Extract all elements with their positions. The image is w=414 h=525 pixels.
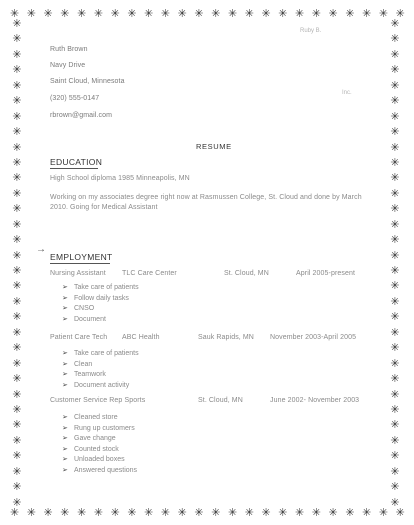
list-item: ➢ Take care of patients [62,349,139,360]
list-item: ➢ Cleaned store [62,413,137,424]
star-ornament-icon: ✳ [345,505,355,519]
star-ornament-icon: ✳ [395,505,405,519]
job-location: Sauk Rapids, MN [198,334,254,341]
bullet-arrow-icon: ➢ [62,305,68,312]
star-ornament-icon: ✳ [362,505,372,519]
star-ornament-icon: ✳ [261,6,271,20]
star-ornament-icon: ✳ [211,505,221,519]
star-ornament-icon: ✳ [328,505,338,519]
star-ornament-icon: ✳ [390,464,400,478]
star-ornament-icon: ✳ [390,140,400,154]
education-underline [50,168,98,169]
star-ornament-icon: ✳ [227,6,238,20]
star-ornament-icon: ✳ [390,341,400,355]
star-ornament-icon: ✳ [311,505,321,519]
star-ornament-icon: ✳ [390,78,400,92]
job-employer: ABC Health [122,334,160,341]
star-ornament-icon: ✳ [295,6,305,20]
star-ornament-icon: ✳ [26,505,36,519]
star-ornament-icon: ✳ [12,186,22,200]
list-item: ➢ Unloaded boxes [62,455,137,466]
contact-city: Saint Cloud, Minnesota [50,78,125,85]
star-ornament-icon: ✳ [390,94,400,108]
star-ornament-icon: ✳ [12,78,22,92]
star-ornament-icon: ✳ [261,505,271,519]
star-ornament-icon: ✳ [390,264,400,277]
star-ornament-icon: ✳ [227,505,238,519]
star-ornament-icon: ✳ [43,505,53,519]
star-ornament-icon: ✳ [12,294,22,308]
bullet-arrow-icon: ➢ [62,294,68,302]
star-ornament-icon: ✳ [127,6,137,20]
border-bottom-row [10,505,405,519]
contact-phone: (320) 555-0147 [50,95,100,102]
star-ornament-icon: ✳ [390,418,400,432]
star-ornament-icon: ✳ [12,279,22,293]
star-ornament-icon: ✳ [278,6,288,20]
arrow-right-icon: → [36,244,46,255]
bullet-arrow-icon: ➢ [62,466,68,474]
job-dates: November 2003-April 2005 [270,334,357,341]
star-ornament-icon: ✳ [12,356,22,370]
job-title: Customer Service Rep Sports [50,397,146,404]
bullet-arrow-icon: ➢ [62,414,68,421]
star-ornament-icon: ✳ [12,341,22,355]
star-ornament-icon: ✳ [12,140,22,154]
education-heading: EDUCATION [50,157,103,167]
list-item: ➢ Teamwork [62,370,139,381]
star-ornament-icon: ✳ [12,495,22,509]
star-ornament-icon: ✳ [378,505,389,519]
employment-underline [50,263,110,264]
bullet-arrow-icon: ➢ [62,445,68,453]
star-ornament-icon: ✳ [10,6,20,20]
star-ornament-icon: ✳ [390,202,400,216]
border-left-column [10,18,24,508]
star-ornament-icon: ✳ [278,505,288,519]
resume-title: RESUME [196,142,232,151]
job-duties-list [62,283,139,325]
bullet-arrow-icon: ➢ [62,350,68,357]
border-right-column [388,18,402,508]
star-ornament-icon: ✳ [194,6,204,20]
star-ornament-icon: ✳ [12,325,22,339]
job-title: Patient Care Tech [50,334,108,341]
star-ornament-icon: ✳ [390,294,400,308]
star-ornament-icon: ✳ [12,449,22,463]
list-item: ➢ Document activity [62,381,139,392]
bullet-arrow-icon: ➢ [62,360,68,368]
star-ornament-icon: ✳ [177,6,187,20]
bullet-arrow-icon: ➢ [62,371,68,378]
contact-address: Navy Drive [50,62,86,69]
star-ornament-icon: ✳ [390,279,400,293]
star-ornament-icon: ✳ [12,480,22,494]
star-ornament-icon: ✳ [390,47,400,61]
star-ornament-icon: ✳ [12,94,22,108]
star-ornament-icon: ✳ [93,6,104,20]
bullet-arrow-icon: ➢ [62,381,68,389]
corner-scribble: Inc. [342,90,352,96]
star-ornament-icon: ✳ [390,186,400,200]
job-duties-list [62,413,137,476]
employment-heading: EMPLOYMENT [50,252,113,262]
star-ornament-icon: ✳ [177,505,187,519]
star-ornament-icon: ✳ [211,6,221,20]
star-ornament-icon: ✳ [244,505,254,519]
star-ornament-icon: ✳ [12,17,22,30]
bullet-arrow-icon: ➢ [62,424,68,432]
job-location: St. Cloud, MN [198,397,243,404]
bullet-arrow-icon: ➢ [62,284,68,291]
star-ornament-icon: ✳ [362,6,372,20]
star-ornament-icon: ✳ [390,17,400,30]
bullet-arrow-icon: ➢ [62,456,68,463]
star-ornament-icon: ✳ [144,6,154,20]
star-ornament-icon: ✳ [12,125,22,139]
star-ornament-icon: ✳ [12,63,22,77]
job-duties-list [62,349,139,391]
list-item: ➢ Take care of patients [62,283,139,294]
star-ornament-icon: ✳ [26,6,36,20]
list-item: ➢ Clean [62,360,139,371]
star-ornament-icon: ✳ [12,202,22,216]
star-ornament-icon: ✳ [12,433,22,447]
job-location: St. Cloud, MN [224,270,269,277]
star-ornament-icon: ✳ [390,325,400,339]
job-employer: TLC Care Center [122,270,177,277]
star-ornament-icon: ✳ [390,233,400,247]
star-ornament-icon: ✳ [12,264,22,277]
star-ornament-icon: ✳ [77,505,87,519]
star-ornament-icon: ✳ [390,356,400,370]
star-ornament-icon: ✳ [12,464,22,478]
star-ornament-icon: ✳ [390,372,400,386]
list-item: ➢ Follow daily tasks [62,294,139,305]
star-ornament-icon: ✳ [93,505,104,519]
star-ornament-icon: ✳ [345,6,355,20]
star-ornament-icon: ✳ [12,418,22,432]
job-dates: June 2002- November 2003 [270,397,360,404]
contact-name: Ruth Brown [50,46,88,53]
star-ornament-icon: ✳ [110,6,120,20]
star-ornament-icon: ✳ [12,32,22,46]
star-ornament-icon: ✳ [12,47,22,61]
star-ornament-icon: ✳ [12,217,22,231]
contact-email: rbrown@gmail.com [50,112,112,119]
list-item: ➢ Document [62,315,139,326]
star-ornament-icon: ✳ [10,505,20,519]
star-ornament-icon: ✳ [110,505,120,519]
star-ornament-icon: ✳ [127,505,137,519]
job-dates: April 2005-present [296,270,355,277]
star-ornament-icon: ✳ [12,248,22,262]
star-ornament-icon: ✳ [12,171,22,185]
star-ornament-icon: ✳ [60,505,70,519]
education-line: High School diploma 1985 Minneapolis, MN [50,175,190,182]
star-ornament-icon: ✳ [390,171,400,185]
star-ornament-icon: ✳ [390,248,400,262]
education-line: Working on my associates degree right now at Rasmussen College, St. Cloud and done by March [50,194,362,201]
star-ornament-icon: ✳ [311,6,321,20]
star-ornament-icon: ✳ [390,480,400,494]
star-ornament-icon: ✳ [43,6,53,20]
star-ornament-icon: ✳ [12,155,22,169]
star-ornament-icon: ✳ [244,6,254,20]
bullet-arrow-icon: ➢ [62,435,68,442]
star-ornament-icon: ✳ [390,495,400,509]
border-top-row [10,6,405,20]
star-ornament-icon: ✳ [12,233,22,247]
star-ornament-icon: ✳ [390,402,400,416]
star-ornament-icon: ✳ [390,387,400,401]
star-ornament-icon: ✳ [12,402,22,416]
star-ornament-icon: ✳ [12,310,22,324]
list-item: ➢ Rung up customers [62,424,137,435]
bullet-arrow-icon: ➢ [62,315,68,323]
education-line: 2010. Going for Medical Assistant [50,204,158,211]
star-ornament-icon: ✳ [390,449,400,463]
star-ornament-icon: ✳ [390,310,400,324]
star-ornament-icon: ✳ [160,505,171,519]
star-ornament-icon: ✳ [390,155,400,169]
star-ornament-icon: ✳ [395,6,405,20]
star-ornament-icon: ✳ [390,217,400,231]
star-ornament-icon: ✳ [194,505,204,519]
star-ornament-icon: ✳ [390,433,400,447]
list-item: ➢ Answered questions [62,466,137,477]
star-ornament-icon: ✳ [390,63,400,77]
star-ornament-icon: ✳ [77,6,87,20]
corner-scribble: Ruby B. [300,28,322,34]
list-item: ➢ Gave change [62,434,137,445]
star-ornament-icon: ✳ [12,387,22,401]
star-ornament-icon: ✳ [144,505,154,519]
star-ornament-icon: ✳ [160,6,171,20]
star-ornament-icon: ✳ [12,109,22,123]
star-ornament-icon: ✳ [390,125,400,139]
star-ornament-icon: ✳ [328,6,338,20]
star-ornament-icon: ✳ [60,6,70,20]
job-title: Nursing Assistant [50,270,106,277]
star-ornament-icon: ✳ [390,32,400,46]
list-item: ➢ CNSO [62,304,139,315]
star-ornament-icon: ✳ [390,109,400,123]
star-ornament-icon: ✳ [12,372,22,386]
star-ornament-icon: ✳ [295,505,305,519]
star-ornament-icon: ✳ [378,6,389,20]
list-item: ➢ Counted stock [62,445,137,456]
